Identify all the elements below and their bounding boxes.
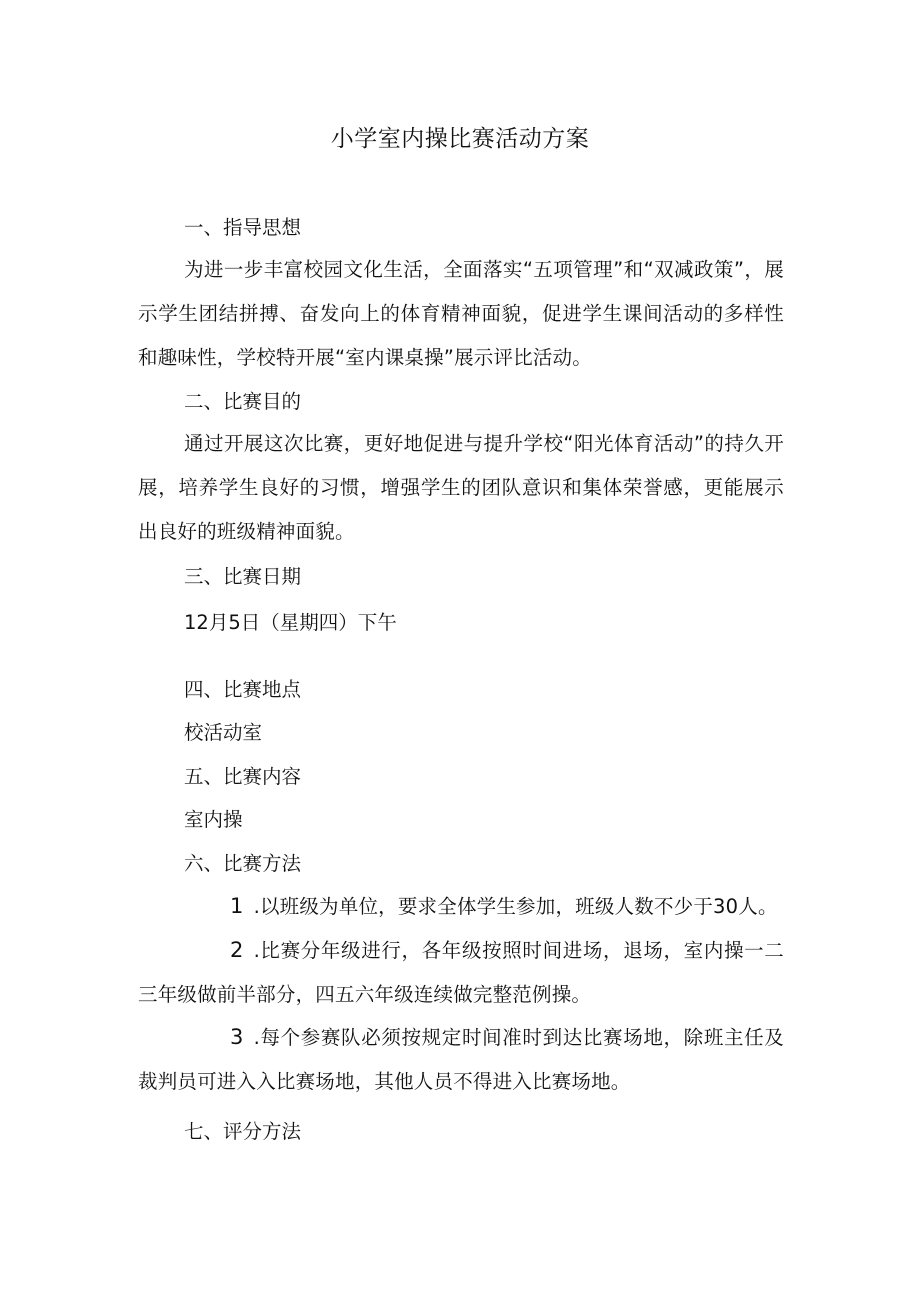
section-heading-content: 五、比赛内容 bbox=[184, 765, 302, 788]
section-heading-purpose: 二、比赛目的 bbox=[184, 390, 302, 413]
method-item bbox=[138, 928, 784, 1017]
section-content-location: 校活动室 bbox=[184, 721, 263, 744]
document-title: 小学室内操比赛活动方案 bbox=[330, 126, 590, 152]
section-heading-scoring: 七、评分方法 bbox=[184, 1120, 302, 1143]
method-item bbox=[138, 1015, 784, 1104]
section-paragraph-guiding-ideology: 为进一步丰富校园文化生活，全面落实“五项管理”和“双减政策”，展示学生团结拼搏、奋发向上的体育精神面貌，促进学生课间活动的多样性和趣味性，学校特开展“室内课桌操”展示评比活动。 bbox=[138, 258, 784, 369]
section-content-date: 12月5日（星期四）下午 bbox=[184, 611, 397, 634]
method-item-number: 2 bbox=[230, 938, 244, 962]
method-item-text: .每个参赛队必须按规定时间准时到达比赛场地，除班主任及裁判员可进入入比赛场地，其他人员不得进入比赛场地。 bbox=[138, 1026, 784, 1093]
method-item bbox=[138, 884, 784, 929]
section-heading-date: 三、比赛日期 bbox=[184, 565, 302, 588]
section-heading-method: 六、比赛方法 bbox=[184, 852, 302, 875]
section-heading-guiding-ideology: 一、指导思想 bbox=[184, 216, 302, 239]
method-item-number: 1 bbox=[230, 894, 244, 918]
method-item-text: .比赛分年级进行，各年级按照时间进场，退场，室内操一二三年级做前半部分，四五六年级连续做完整范例操。 bbox=[138, 939, 784, 1006]
section-paragraph-purpose: 通过开展这次比赛，更好地促进与提升学校“阳光体育活动”的持久开展，培养学生良好的习惯，增强学生的团队意识和集体荣誉感，更能展示出良好的班级精神面貌。 bbox=[138, 432, 784, 543]
method-item-text: .以班级为单位，要求全体学生参加，班级人数不少于30人。 bbox=[253, 895, 778, 918]
section-content-content: 室内操 bbox=[184, 808, 243, 831]
section-heading-location: 四、比赛地点 bbox=[184, 678, 302, 701]
method-item-number: 3 bbox=[230, 1025, 244, 1049]
